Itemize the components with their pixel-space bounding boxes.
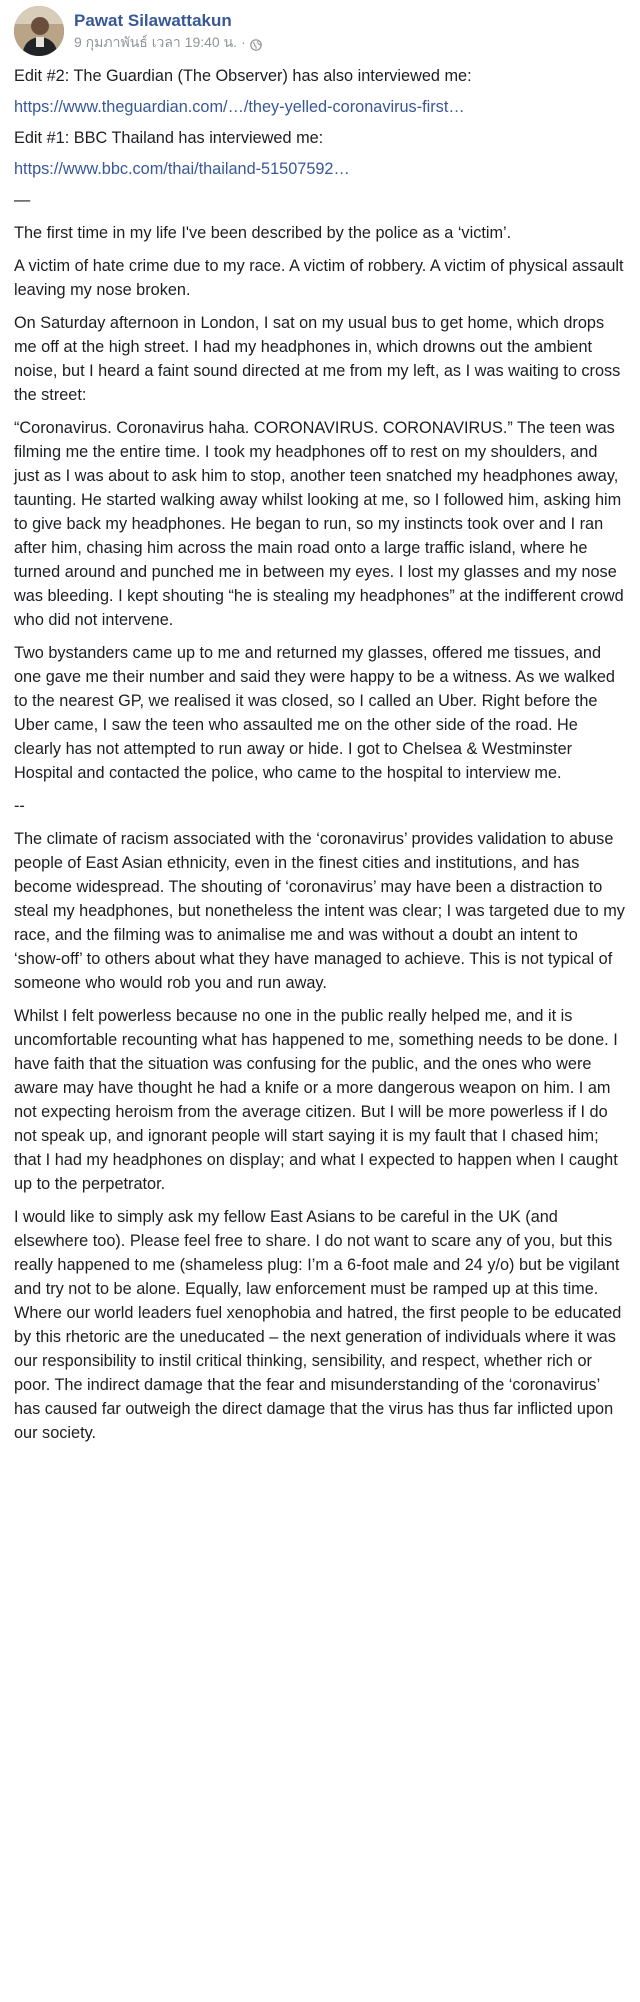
paragraph: I would like to simply ask my fellow East Asians to be careful in the UK (and elsewhere too). Please feel free to share. I do not want to scare any of you, but this really happened to me (shameless plug: I’m a 6-foot male and 24 y/o) but be vigilant and try not to be alone. Equally, law enforcement must be ramped up at this time. Where our world leaders fuel xenophobia and hatred, the first people to be educated by this rhetoric are the uneducated – the next generation of individuals where it was our responsibility to instil critical thinking, sensibility, and respect, whether rich or poor. The indirect damage that the fear and misunderstanding of the ‘coronavirus’ has caused far outweigh the direct damage that the virus has thus far inflicted upon our society.	[14, 1208, 622, 1442]
paragraph: Whilst I felt powerless because no one in the public really helped me, and it is uncomfortable recounting what has happened to me, something needs to be done. I have faith that the situation was confusing for the public, and the ones who were aware may have thought he had a knife or a more dangerous weapon on him. I am not expecting heroism from the average citizen. But I will be more powerless if I do not speak up, and ignorant people will start saying it is my fault that I chased him; that I had my headphones on display; and what I expected to happen when I caught up to the perpetrator.	[14, 1007, 618, 1193]
paragraph: Two bystanders came up to me and returned my glasses, offered me tissues, and one gave me their number and said they were happy to be a witness. As we walked to the nearest GP, we realised it was closed, so I called an Uber. Right before the Uber came, I saw the teen who assaulted me on the other side of the road. He clearly has not attempted to run away or hide. I got to Chelsea & Westminster Hospital and contacted the police, who came to the hospital to interview me.	[14, 644, 615, 782]
paragraph: The first time in my life I've been described by the police as a ‘victim’.	[14, 224, 512, 242]
globe-icon[interactable]	[250, 36, 262, 48]
divider-double-dash: --	[14, 797, 25, 815]
post-subline	[74, 32, 262, 52]
post-timestamp[interactable]: 9 กุมภาพันธ์ เวลา 19:40 น.	[74, 34, 238, 50]
profile-photo-icon	[14, 6, 64, 56]
bbc-link[interactable]: https://www.bbc.com/thai/thailand-51507592…	[14, 160, 350, 178]
edit-note-1: Edit #1: BBC Thailand has interviewed me:	[14, 129, 324, 147]
author-name[interactable]: Pawat Silawattakun	[74, 11, 232, 30]
post-meta	[74, 6, 262, 52]
post-header	[14, 6, 626, 64]
paragraph: “Coronavirus. Coronavirus haha. CORONAVIRUS. CORONAVIRUS.” The teen was filming me the entire time. I took my headphones off to rest on my shoulders, and just as I was about to ask him to stop, another teen snatched my headphones away, taunting. He started walking away whilst looking at me, so I followed him, asking him to give back my headphones. He began to run, so my instincts took over and I ran after him, chasing him across the main road onto a large traffic island, where he turned around and punched me in between my eyes. I lost my glasses and my nose was bleeding. I kept shouting “he is stealing my headphones” at the indifferent crowd who did not intervene.	[14, 419, 624, 629]
guardian-link[interactable]: https://www.theguardian.com/…/they-yelled-coronavirus-first…	[14, 98, 465, 116]
separator-dot: ·	[241, 34, 246, 50]
paragraph: A victim of hate crime due to my race. A victim of robbery. A victim of physical assault leaving my nose broken.	[14, 257, 624, 299]
paragraph: The climate of racism associated with the ‘coronavirus’ provides validation to abuse people of East Asian ethnicity, even in the finest cities and institutions, and has become widespread. The shouting of ‘coronavirus’ may have been a distraction to steal my headphones, but nonetheless the intent was clear; I was targeted due to my race, and the filming was to animalise me and was without a doubt an intent to ‘show-off’ to others about what they have managed to achieve. This is not typical of someone who would rob you and run away.	[14, 830, 625, 992]
post-body	[14, 64, 626, 1445]
divider-dash: —	[14, 191, 31, 209]
paragraph: On Saturday afternoon in London, I sat on my usual bus to get home, which drops me off at the high street. I had my headphones in, which drowns out the ambient noise, but I heard a faint sound directed at me from my left, as I was waiting to cross the street:	[14, 314, 621, 404]
edit-note-2: Edit #2: The Guardian (The Observer) has also interviewed me:	[14, 67, 472, 85]
avatar[interactable]	[14, 6, 64, 56]
